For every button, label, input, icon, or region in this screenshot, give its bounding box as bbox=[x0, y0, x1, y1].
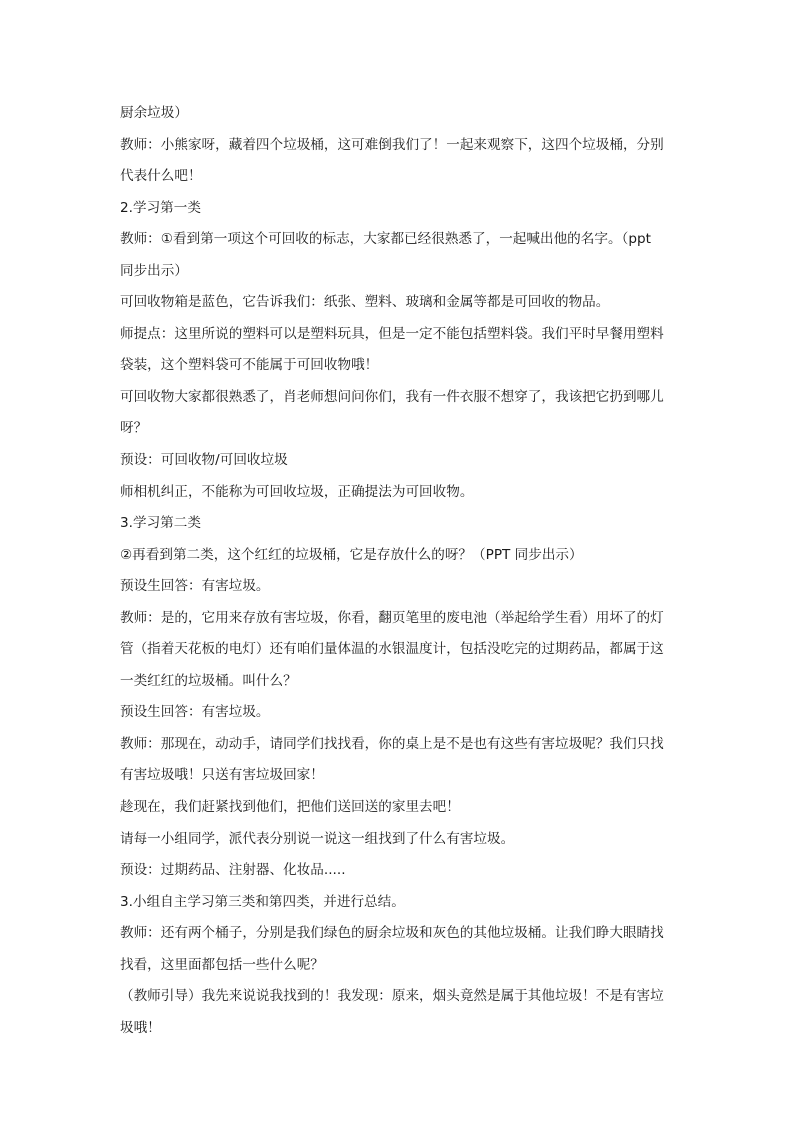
text-line: 有害垃圾哦！只送有害垃圾回家！ bbox=[120, 767, 324, 784]
text-line: 趁现在，我们赶紧找到他们，把他们送回送的家里去吧！ bbox=[120, 799, 460, 816]
text-line: 师相机纠正，不能称为可回收垃圾，正确提法为可回收物。 bbox=[120, 483, 474, 500]
section-heading: 3.学习第二类 bbox=[120, 515, 201, 532]
text-line: 可回收物大家都很熟悉了，肖老师想问问你们，我有一件衣服不想穿了，我该把它扔到哪儿 bbox=[120, 388, 664, 405]
text-line: 代表什么吧！ bbox=[120, 168, 202, 185]
text-line: 预设生回答：有害垃圾。 bbox=[120, 704, 270, 721]
text-line: （教师引导）我先来说说我找到的！我发现：原来，烟头竟然是属于其他垃圾！不是有害垃 bbox=[120, 988, 664, 1005]
section-heading: 3.小组自主学习第三类和第四类，并进行总结。 bbox=[120, 893, 405, 910]
text-line: 找看，这里面都包括一些什么呢？ bbox=[120, 956, 324, 973]
text-line: 预设：可回收物/可回收垃圾 bbox=[120, 452, 288, 469]
text-line: 师提点：这里所说的塑料可以是塑料玩具，但是一定不能包括塑料袋。我们平时早餐用塑料 bbox=[120, 325, 664, 342]
text-line: 教师：是的，它用来存放有害垃圾，你看，翻页笔里的废电池（举起给学生看）用坏了的灯 bbox=[120, 609, 664, 626]
text-line: 圾哦！ bbox=[120, 1019, 161, 1036]
text-line: 厨余垃圾） bbox=[120, 105, 188, 121]
text-line: 教师：那现在，动动手，请同学们找找看，你的桌上是不是也有这些有害垃圾呢？我们只找 bbox=[120, 735, 664, 752]
text-line: 预设生回答：有害垃圾。 bbox=[120, 578, 270, 595]
text-line: 管（指着天花板的电灯）还有咱们量体温的水银温度计，包括没吃完的过期药品，都属于这 bbox=[120, 641, 664, 658]
text-line: 呀？ bbox=[120, 420, 148, 437]
document-body bbox=[120, 98, 680, 1044]
text-line: 请每一小组同学，派代表分别说一说这一组找到了什么有害垃圾。 bbox=[120, 830, 515, 847]
text-line: 同步出示） bbox=[120, 262, 188, 279]
text-line: ②再看到第二类，这个红红的垃圾桶，它是存放什么的呀？（PPT 同步出示） bbox=[120, 546, 583, 563]
text-line: 袋装，这个塑料袋可不能属于可回收物哦！ bbox=[120, 357, 379, 374]
text-line: 一类红红的垃圾桶。叫什么？ bbox=[120, 672, 297, 689]
text-line: 教师：①看到第一项这个可回收的标志，大家都已经很熟悉了，一起喊出他的名字。（ppt bbox=[120, 231, 651, 248]
text-line: 可回收物箱是蓝色，它告诉我们：纸张、塑料、玻璃和金属等都是可回收的物品。 bbox=[120, 294, 610, 311]
text-line: 预设：过期药品、注射器、化妆品..... bbox=[120, 862, 346, 879]
text-line: 教师：还有两个桶子，分别是我们绿色的厨余垃圾和灰色的其他垃圾桶。让我们睁大眼睛找 bbox=[120, 925, 664, 942]
text-line: 教师：小熊家呀，藏着四个垃圾桶，这可难倒我们了！一起来观察下，这四个垃圾桶，分别 bbox=[120, 136, 664, 153]
section-heading: 2.学习第一类 bbox=[120, 199, 201, 216]
